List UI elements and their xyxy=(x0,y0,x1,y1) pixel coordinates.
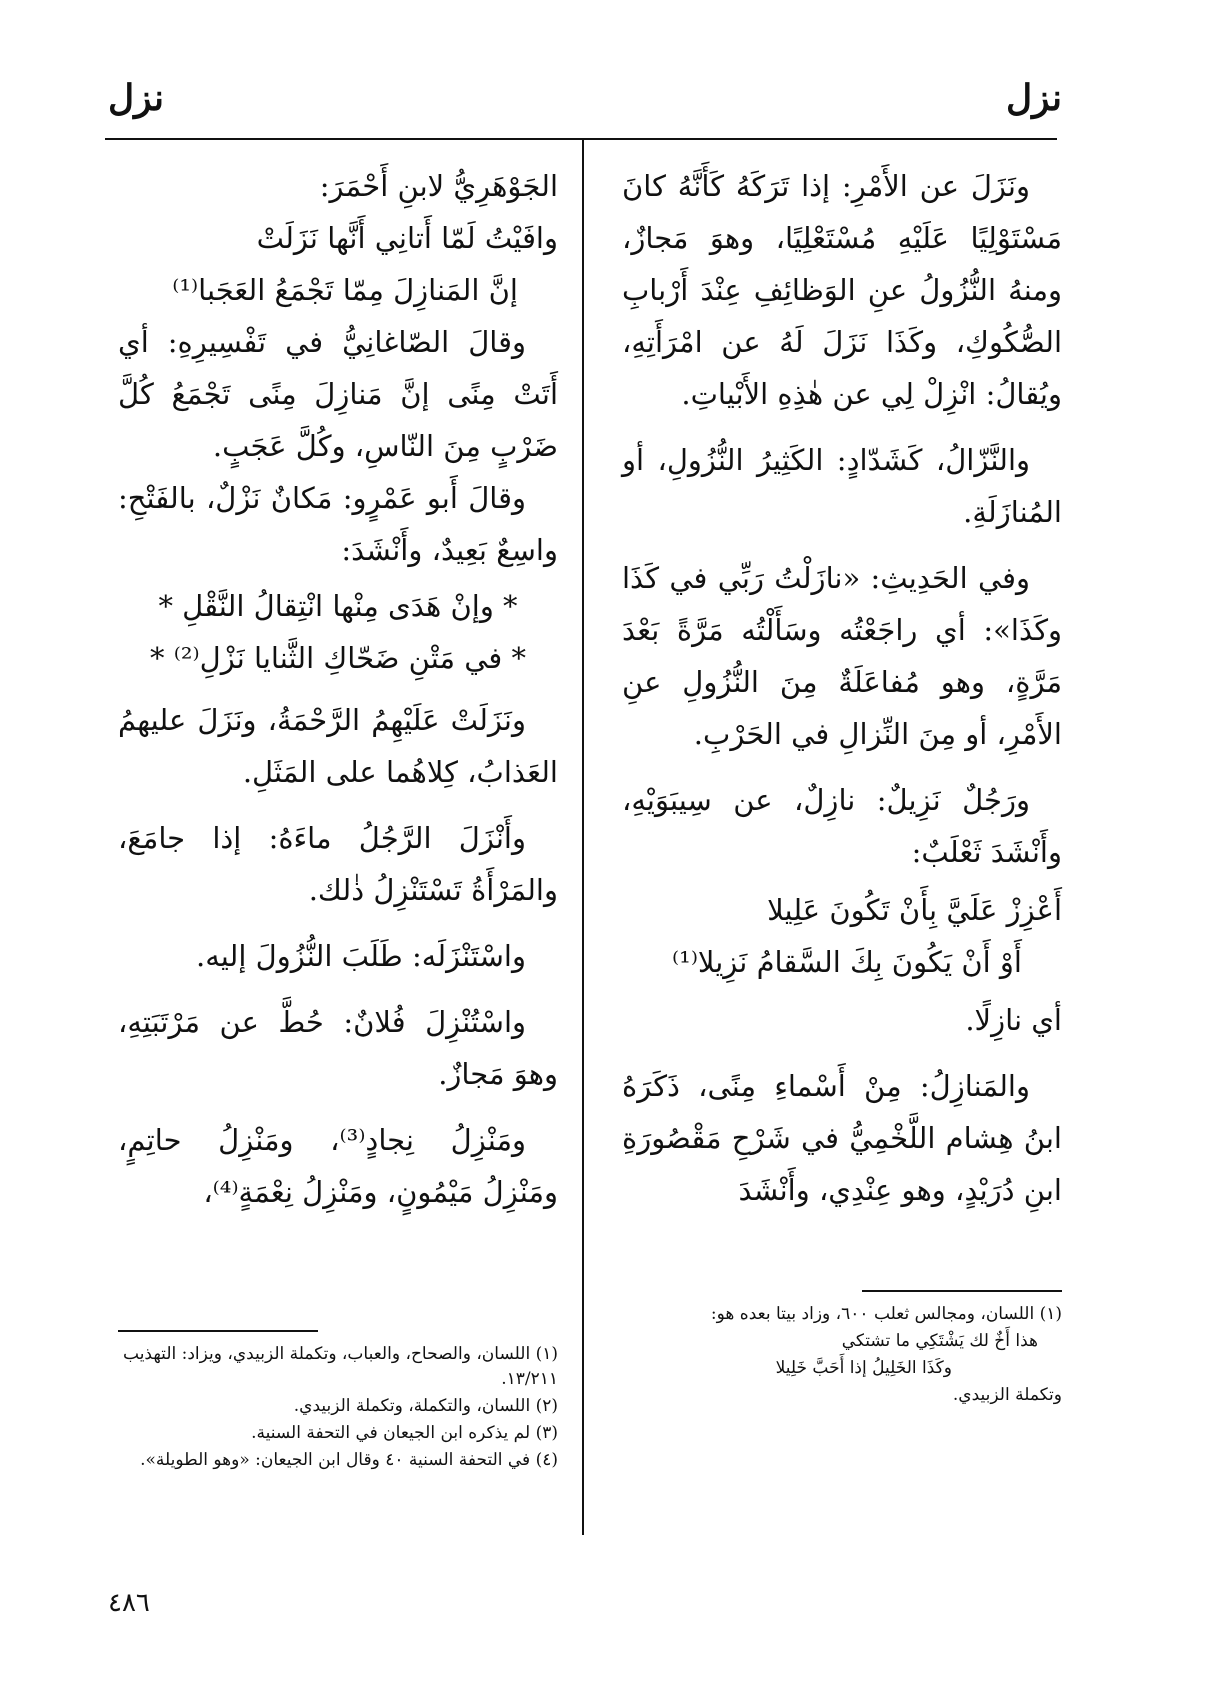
right-column xyxy=(622,160,1062,1230)
paragraph: ونَزَلَ عن الأَمْرِ: إذا تَرَكَهُ كَأَنَّهُ كانَ مَسْتَوْلِيًا عَلَيْهِ مُسْتَعْلِيًا، وهوَ مَجازٌ، ومنهُ النُّزُولُ عنِ الوَظائِفِ عِنْدَ أَرْبابِ الصُّكُوكِ، وكَذَا نَزَلَ لَهُ عن امْرَأَتِهِ، ويُقالُ: انْزِلْ لِي عن هٰذِهِ الأَبْياتِ. xyxy=(622,169,1062,411)
footnote: (٣) لم يذكره ابن الجيعان في التحفة السنية. xyxy=(251,1423,558,1443)
footnote-verse: وكَذَا الخَلِيلُ إذا أَحَبَّ خَلِيلا xyxy=(775,1358,952,1378)
paragraph: واسْتُنْزِلَ فُلانٌ: حُطَّ عن مَرْتَبَتِهِ، وهوَ مَجازٌ. xyxy=(118,1005,558,1091)
footnote: (١) اللسان، ومجالس ثعلب ٦٠٠، وزاد بيتا بعده هو: xyxy=(710,1304,1062,1324)
footnote: (٢) اللسان، والتكملة، وتكملة الزبيدي. xyxy=(293,1396,558,1416)
paragraph: ونَزَلَتْ عَلَيْهِمُ الرَّحْمَةُ، ونَزَلَ عليهمُ العَذابُ، كِلاهُما على المَثَلِ. xyxy=(118,703,558,789)
running-header-right: نزل xyxy=(1005,77,1062,119)
paragraph: والمَنازِلُ: مِنْ أَسْماءِ مِنًى، ذَكَرَهُ ابنُ هِشام اللَّخْمِيُّ في شَرْحِ مَقْصُورَةِ ابنِ دُرَيْدٍ، وهو عِنْدِي، وأَنْشَدَ xyxy=(622,1069,1062,1207)
footnote: (٤) في التحفة السنية ٤٠ وقال ابن الجيعان: «وهو الطويلة». xyxy=(140,1450,558,1470)
verse-line: وافَيْتُ لَمّا أَتانِي أَنَّها نَزَلَتْ xyxy=(256,221,558,255)
left-column xyxy=(118,160,558,1232)
column-divider xyxy=(582,140,584,1535)
running-header-left: نزل xyxy=(108,77,165,119)
paragraph: ومَنْزِلُ نِجادٍ⁽³⁾، ومَنْزِلُ حاتِمٍ، ومَنْزِلُ مَيْمُونٍ، ومَنْزِلُ نِعْمَةٍ⁽⁴⁾، xyxy=(118,1123,558,1209)
footnote: وتكملة الزبيدي. xyxy=(952,1385,1062,1405)
verse-line: إنَّ المَنازِلَ مِمّا تَجْمَعُ العَجَبا⁽¹⁾ xyxy=(172,273,518,307)
paragraph: وقالَ الصّاغانِيُّ في تَفْسِيرِهِ: أي أَتَتْ مِنًى إنَّ مَنازِلَ مِنًى تَجْمَعُ كُلَّ ضَرْبٍ مِنَ النّاسِ، وكُلَّ عَجَبٍ. xyxy=(118,325,558,463)
footnote-rule xyxy=(862,1290,1062,1292)
footnotes-right xyxy=(622,1302,1062,1410)
footnotes-left xyxy=(118,1342,558,1475)
paragraph: ورَجُلٌ نَزِيلٌ: نازِلٌ، عن سِيبَوَيْهِ، وأَنْشَدَ ثَعْلَبٌ: xyxy=(622,783,1062,869)
paragraph: واسْتَنْزَلَه: طَلَبَ النُّزُولَ إليه. xyxy=(196,939,526,973)
paragraph: وفي الحَدِيثِ: «نازَلْتُ رَبِّي في كَذَا وكَذَا»: أي راجَعْتُه وسَأَلْتُه مَرَّةً بَعْدَ مَرَّةٍ، وهو مُفاعَلَةٌ مِنَ النُّزُولِ عنِ الأَمْرِ، أو مِنَ النِّزالِ في الحَرْبِ. xyxy=(622,561,1062,751)
header-rule xyxy=(105,138,1057,140)
paragraph: الجَوْهَرِيُّ لابنِ أَحْمَرَ: xyxy=(319,169,558,203)
paragraph: وقالَ أَبو عَمْرٍو: مَكانٌ نَزْلٌ، بالفَتْحِ: واسِعٌ بَعِيدٌ، وأَنْشَدَ: xyxy=(118,481,558,567)
verse-line: * وإنْ هَدَى مِنْها انْتِقالُ النَّقْلِ * xyxy=(158,589,518,623)
paragraph: والنَّزّالُ، كَشَدّادٍ: الكَثِيرُ النُّزُولِ، أو المُنازَلَةِ. xyxy=(622,443,1062,529)
verse-line: * في مَتْنِ ضَحّاكِ الثَّنايا نَزْلِ⁽²⁾ * xyxy=(150,641,526,675)
verse-line: أَعْزِزْ عَلَيَّ بِأَنْ تَكُونَ عَلِيلا xyxy=(767,893,1062,927)
footnote-verse: هذا أَخٌ لك يَشْتَكِي ما تشتكي xyxy=(841,1331,1038,1351)
paragraph: وأَنْزَلَ الرَّجُلُ ماءَهُ: إذا جامَعَ، والمَرْأَةُ تَسْتَنْزِلُ ذٰلك. xyxy=(118,821,558,907)
verse-line: أَوْ أَنْ يَكُونَ بِكَ السَّقامُ نَزِيلا⁽¹⁾ xyxy=(672,945,1022,979)
footnote: (١) اللسان، والصحاح، والعباب، وتكملة الزبيدي، ويزاد: التهذيب ١٣/٢١١. xyxy=(123,1344,558,1389)
footnote-rule xyxy=(118,1330,318,1332)
paragraph: أي نازِلًا. xyxy=(965,1003,1062,1037)
page-number: ٤٨٦ xyxy=(108,1588,150,1618)
